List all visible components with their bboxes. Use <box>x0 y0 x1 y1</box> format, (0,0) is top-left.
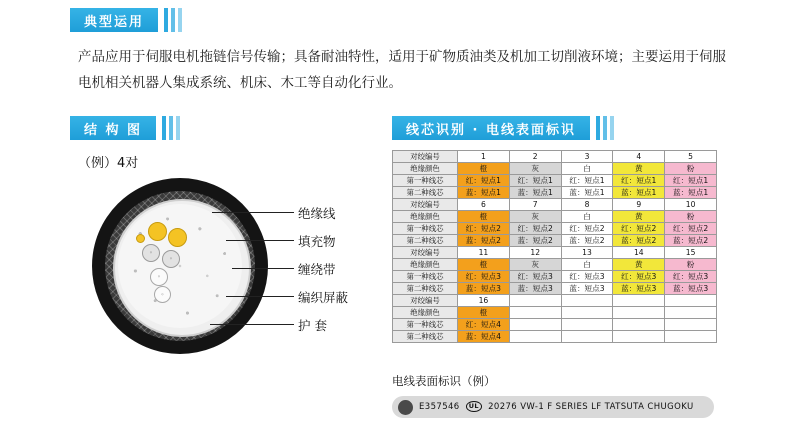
section-header-identification-bar <box>392 116 590 140</box>
table-cell <box>561 331 613 343</box>
section-header-identification <box>392 116 617 140</box>
table-row-header: 绝缘颜色 <box>393 163 458 175</box>
table-row-header: 绝缘颜色 <box>393 307 458 319</box>
table-cell: 3 <box>561 151 613 163</box>
ul-listed-icon: UL <box>466 401 482 412</box>
table-row <box>393 319 717 331</box>
table-cell: 红：短点1 <box>458 175 510 187</box>
core-identification-table <box>392 150 717 343</box>
table-row <box>393 271 717 283</box>
table-cell: 红：短点1 <box>561 175 613 187</box>
table-cell: 红：短点2 <box>458 223 510 235</box>
application-paragraph: 产品应用于伺服电机拖链信号传输；具备耐油特性，适用于矿物质油类及机加工切削液环境；主要运用于伺服电机相关机器人集成系统、机床、木工等自动化行业。 <box>78 49 726 92</box>
table-row <box>393 259 717 271</box>
table-cell: 7 <box>509 199 561 211</box>
callout-wrapping-tape: 缠绕带 <box>298 262 336 277</box>
table-cell: 白 <box>561 211 613 223</box>
cable-filler-layer <box>118 204 242 328</box>
table-cell: 1 <box>458 151 510 163</box>
table-cell: 6 <box>458 199 510 211</box>
cable-core-white <box>150 268 168 286</box>
callout-braided-shield: 编织屏蔽 <box>298 290 349 305</box>
banner-stripes-icon <box>596 116 617 140</box>
table-row-header: 绝缘颜色 <box>393 211 458 223</box>
table-cell <box>561 307 613 319</box>
table-row <box>393 295 717 307</box>
table-row-header: 第一种线芯 <box>393 223 458 235</box>
cable-core-gray <box>162 250 180 268</box>
table-cell: 蓝：短点2 <box>613 235 665 247</box>
table-cell <box>665 295 717 307</box>
table-cell <box>665 307 717 319</box>
table-row <box>393 331 717 343</box>
table-cell: 4 <box>613 151 665 163</box>
marking-oval-icon <box>398 400 413 415</box>
table-cell: 黄 <box>613 259 665 271</box>
table-cell: 红：短点1 <box>665 175 717 187</box>
table-cell <box>613 331 665 343</box>
table-cell: 红：短点4 <box>458 319 510 331</box>
table-cell: 16 <box>458 295 510 307</box>
structure-example-label: （例）4对 <box>78 156 139 171</box>
leader-line <box>226 240 294 241</box>
callout-filler: 填充物 <box>298 234 336 249</box>
section-header-application-label: 典型运用 <box>84 14 145 30</box>
table-cell <box>509 307 561 319</box>
table-row-header: 第二种线芯 <box>393 283 458 295</box>
core-dot-icon: ◦ <box>157 273 161 281</box>
cable-core-yellow <box>148 222 167 241</box>
table-cell: 红：短点3 <box>458 271 510 283</box>
core-dot-icon: ◦ <box>169 255 173 263</box>
cable-cross-section-diagram <box>92 178 268 354</box>
cable-core-yellow-small <box>136 234 145 243</box>
table-cell <box>613 307 665 319</box>
table-cell: 13 <box>561 247 613 259</box>
table-row <box>393 283 717 295</box>
table-row-header: 对绞编号 <box>393 247 458 259</box>
callout-insulated-wire: 绝缘线 <box>298 206 336 221</box>
table-cell <box>561 295 613 307</box>
table-cell: 红：短点3 <box>561 271 613 283</box>
table-cell: 灰 <box>509 259 561 271</box>
leader-line <box>226 296 294 297</box>
table-row-header: 第二种线芯 <box>393 331 458 343</box>
table-cell: 白 <box>561 163 613 175</box>
table-cell: 红：短点3 <box>665 271 717 283</box>
table-cell: 红：短点2 <box>561 223 613 235</box>
marking-text-right: 20276 VW-1 F SERIES LF TATSUTA CHUGOKU <box>488 401 694 412</box>
table-cell: 橙 <box>458 211 510 223</box>
table-row <box>393 199 717 211</box>
table-cell <box>509 331 561 343</box>
table-row <box>393 187 717 199</box>
section-header-application-bar <box>70 8 158 32</box>
table-cell: 橙 <box>458 307 510 319</box>
table-row-header: 第一种线芯 <box>393 175 458 187</box>
table-cell <box>509 319 561 331</box>
table-cell: 蓝：短点2 <box>561 235 613 247</box>
table-cell: 蓝：短点3 <box>613 283 665 295</box>
table-cell: 蓝：短点3 <box>509 283 561 295</box>
cable-core-gray <box>142 244 160 262</box>
table-cell: 黄 <box>613 211 665 223</box>
leader-line <box>210 324 294 325</box>
table-row <box>393 223 717 235</box>
table-cell: 蓝：短点3 <box>458 283 510 295</box>
leader-line <box>212 212 294 213</box>
cable-core-white <box>154 286 171 303</box>
table-cell: 蓝：短点2 <box>458 235 510 247</box>
table-cell: 粉 <box>665 259 717 271</box>
table-cell: 蓝：短点2 <box>665 235 717 247</box>
table-cell: 白 <box>561 259 613 271</box>
table-row-header: 绝缘颜色 <box>393 259 458 271</box>
callout-jacket: 护 套 <box>298 318 327 333</box>
table-cell <box>613 295 665 307</box>
table-row-header: 第二种线芯 <box>393 187 458 199</box>
table-cell <box>561 319 613 331</box>
banner-stripes-icon <box>162 116 183 140</box>
table-cell: 9 <box>613 199 665 211</box>
table-row <box>393 247 717 259</box>
table-cell: 12 <box>509 247 561 259</box>
table-cell: 蓝：短点1 <box>509 187 561 199</box>
table-row <box>393 211 717 223</box>
table-cell: 红：短点3 <box>509 271 561 283</box>
table-cell <box>665 319 717 331</box>
table-cell: 黄 <box>613 163 665 175</box>
surface-marking-caption: 电线表面标识（例） <box>392 374 496 388</box>
table-cell: 红：短点2 <box>613 223 665 235</box>
marking-text <box>419 402 694 413</box>
section-header-structure-bar <box>70 116 156 140</box>
table-row <box>393 307 717 319</box>
section-header-application <box>70 8 185 32</box>
table-cell: 5 <box>665 151 717 163</box>
table-cell: 橙 <box>458 163 510 175</box>
section-header-identification-label: 线芯识别 · 电线表面标识 <box>406 122 576 138</box>
table-cell: 橙 <box>458 259 510 271</box>
table-row-header: 对绞编号 <box>393 295 458 307</box>
table-row <box>393 163 717 175</box>
surface-marking-sample <box>392 396 714 418</box>
table-cell: 蓝：短点3 <box>665 283 717 295</box>
table-cell: 蓝：短点1 <box>613 187 665 199</box>
table-cell: 蓝：短点1 <box>458 187 510 199</box>
banner-stripes-icon <box>164 8 185 32</box>
section-header-structure-label: 结 构 图 <box>84 122 143 138</box>
leader-line <box>232 268 294 269</box>
section-header-structure <box>70 116 183 140</box>
table-cell: 15 <box>665 247 717 259</box>
table-cell <box>613 319 665 331</box>
table-cell: 蓝：短点2 <box>509 235 561 247</box>
table-cell: 14 <box>613 247 665 259</box>
table-cell: 红：短点1 <box>613 175 665 187</box>
table-cell: 蓝：短点1 <box>665 187 717 199</box>
table-cell: 10 <box>665 199 717 211</box>
table-cell: 红：短点1 <box>509 175 561 187</box>
table-cell: 11 <box>458 247 510 259</box>
table-cell: 粉 <box>665 163 717 175</box>
marking-text-left: E357546 <box>419 401 460 412</box>
table-row <box>393 175 717 187</box>
table-cell: 灰 <box>509 211 561 223</box>
table-cell: 红：短点2 <box>509 223 561 235</box>
table-cell <box>665 331 717 343</box>
table-cell: 红：短点3 <box>613 271 665 283</box>
table-cell <box>509 295 561 307</box>
table-row <box>393 235 717 247</box>
table-cell: 蓝：短点3 <box>561 283 613 295</box>
table-row <box>393 151 717 163</box>
table-row-header: 第一种线芯 <box>393 271 458 283</box>
table-cell: 2 <box>509 151 561 163</box>
table-row-header: 对绞编号 <box>393 199 458 211</box>
table-cell: 蓝：短点1 <box>561 187 613 199</box>
table-row-header: 第一种线芯 <box>393 319 458 331</box>
cable-core-yellow <box>168 228 187 247</box>
table-cell: 8 <box>561 199 613 211</box>
table-row-header: 对绞编号 <box>393 151 458 163</box>
core-dot-icon: ◦ <box>149 249 153 257</box>
table-cell: 粉 <box>665 211 717 223</box>
table-cell: 蓝：短点4 <box>458 331 510 343</box>
table-cell: 红：短点2 <box>665 223 717 235</box>
core-dot-icon: ◦ <box>160 291 165 298</box>
table-row-header: 第二种线芯 <box>393 235 458 247</box>
table-cell: 灰 <box>509 163 561 175</box>
